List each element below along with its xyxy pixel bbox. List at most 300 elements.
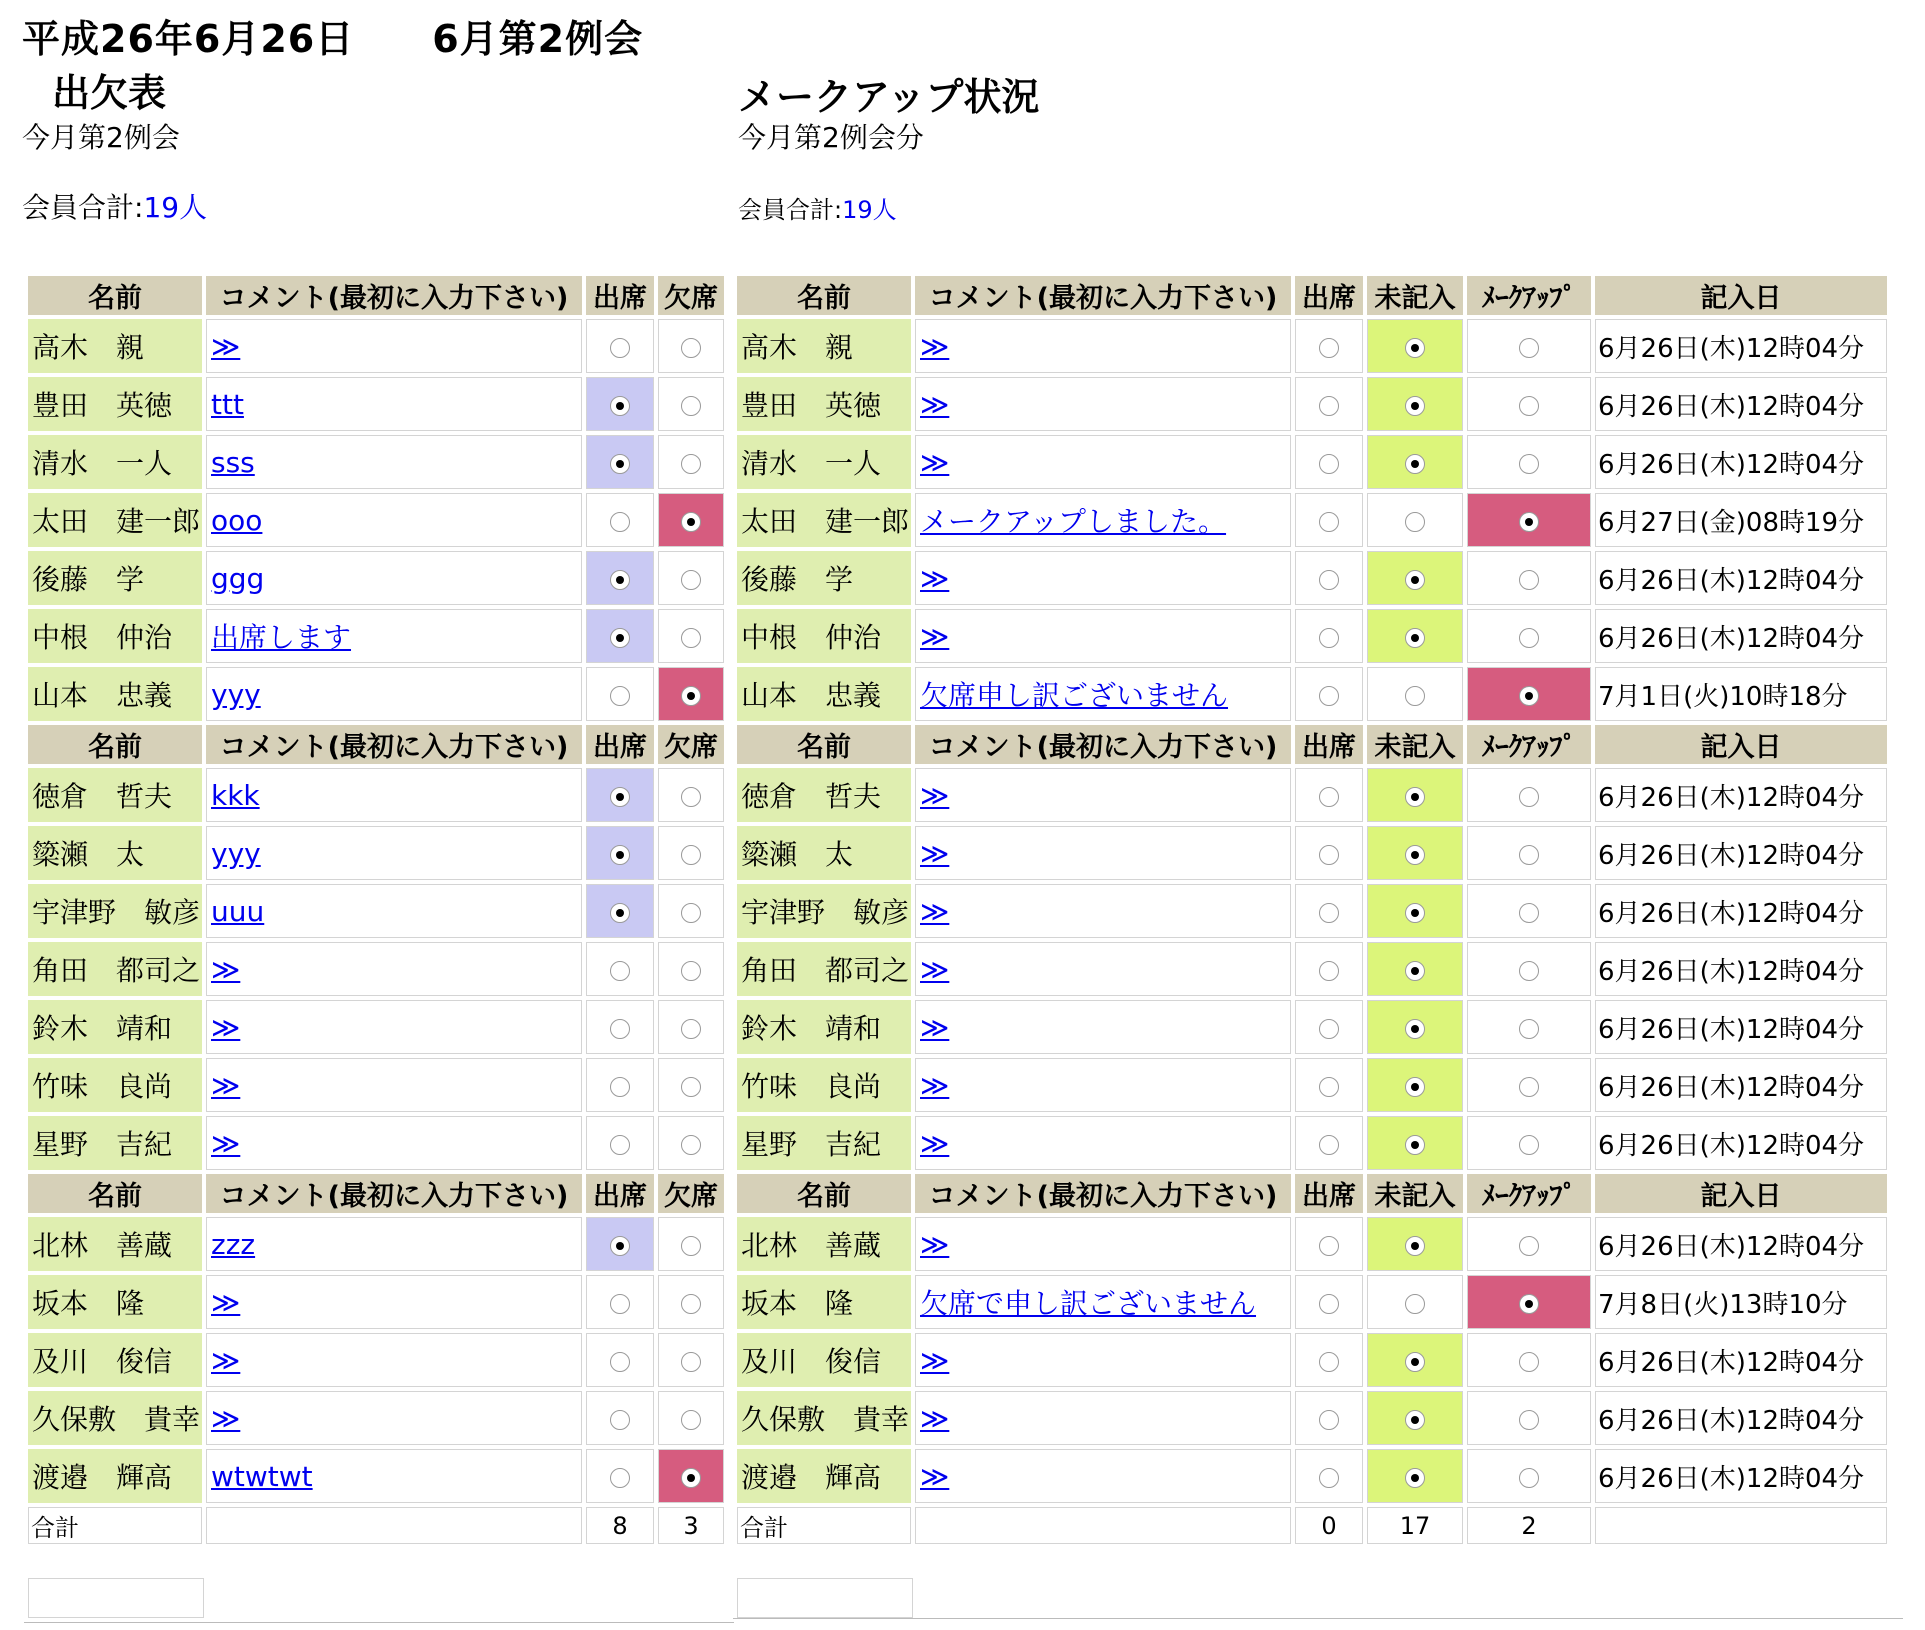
- absent-cell: [658, 667, 724, 721]
- present-radio[interactable]: [1319, 396, 1339, 416]
- comment-link[interactable]: ≫: [211, 952, 241, 986]
- present-radio[interactable]: [610, 628, 630, 648]
- absent-radio[interactable]: [681, 1294, 701, 1314]
- makeup-cell: [1467, 1058, 1591, 1112]
- comment-link[interactable]: ≫: [211, 1343, 241, 1377]
- column-header: ﾒｰｸｱｯﾌﾟ: [1467, 276, 1591, 315]
- unfilled-cell: [1367, 1116, 1463, 1170]
- makeup-radio[interactable]: [1519, 512, 1539, 532]
- absent-radio[interactable]: [681, 686, 701, 706]
- comment-cell: [206, 1391, 582, 1445]
- present-radio[interactable]: [610, 396, 630, 416]
- makeup-member-total: [738, 190, 897, 225]
- entry-date: 6月26日(木)12時04分: [1595, 1333, 1887, 1387]
- present-radio[interactable]: [1319, 686, 1339, 706]
- table-row: [28, 1058, 724, 1112]
- comment-link[interactable]: ≫: [920, 329, 950, 363]
- column-header: 出席: [1295, 725, 1363, 764]
- present-radio[interactable]: [610, 570, 630, 590]
- makeup-radio[interactable]: [1519, 1410, 1539, 1430]
- present-radio[interactable]: [1319, 1352, 1339, 1372]
- present-radio[interactable]: [610, 1352, 630, 1372]
- present-radio[interactable]: [1319, 628, 1339, 648]
- present-radio[interactable]: [1319, 1236, 1339, 1256]
- column-header: ﾒｰｸｱｯﾌﾟ: [1467, 725, 1591, 764]
- absent-cell: [658, 1217, 724, 1271]
- comment-link[interactable]: kkk: [211, 778, 260, 812]
- comment-cell: [915, 377, 1291, 431]
- comment-cell: [915, 826, 1291, 880]
- table-row: [28, 942, 724, 996]
- member-name: 宇津野 敏彦: [737, 884, 911, 938]
- present-radio[interactable]: [1319, 961, 1339, 981]
- column-header: 名前: [737, 725, 911, 764]
- unfilled-cell: [1367, 319, 1463, 373]
- unfilled-radio[interactable]: [1405, 1352, 1425, 1372]
- comment-link[interactable]: 欠席で申し訳ございません: [920, 1287, 1257, 1320]
- present-cell: [1295, 884, 1363, 938]
- member-name: 久保敷 貴幸: [737, 1391, 911, 1445]
- absent-cell: [658, 377, 724, 431]
- unfilled-cell: [1367, 1333, 1463, 1387]
- member-name: 高木 親: [28, 319, 202, 373]
- makeup-radio[interactable]: [1519, 1019, 1539, 1039]
- unfilled-radio[interactable]: [1405, 686, 1425, 706]
- member-name: 坂本 隆: [737, 1275, 911, 1329]
- comment-link[interactable]: ≫: [920, 1010, 950, 1044]
- makeup-radio[interactable]: [1519, 787, 1539, 807]
- absent-radio[interactable]: [681, 961, 701, 981]
- present-radio[interactable]: [610, 686, 630, 706]
- absent-radio[interactable]: [681, 1410, 701, 1430]
- table-row: [737, 319, 1887, 373]
- present-radio[interactable]: [610, 845, 630, 865]
- unfilled-radio[interactable]: [1405, 1077, 1425, 1097]
- present-radio[interactable]: [610, 338, 630, 358]
- comment-link[interactable]: ≫: [211, 1401, 241, 1435]
- entry-date: 7月1日(火)10時18分: [1595, 667, 1887, 721]
- makeup-total-label: 会員合計:: [738, 196, 843, 224]
- total-label: 合計: [28, 1507, 202, 1544]
- comment-link[interactable]: ooo: [211, 503, 263, 537]
- present-cell: [1295, 377, 1363, 431]
- comment-link[interactable]: ≫: [920, 387, 950, 421]
- member-name: 清水 一人: [28, 435, 202, 489]
- page-title: 平成26年6月26日 6月第2例会: [22, 17, 644, 61]
- present-radio[interactable]: [610, 1077, 630, 1097]
- present-cell: [1295, 1391, 1363, 1445]
- comment-link[interactable]: wtwtwt: [211, 1459, 313, 1493]
- absent-radio[interactable]: [681, 1236, 701, 1256]
- makeup-cell: [1467, 1275, 1591, 1329]
- comment-link[interactable]: ≫: [920, 1459, 950, 1493]
- column-header: 未記入: [1367, 725, 1463, 764]
- comment-link[interactable]: ≫: [211, 1010, 241, 1044]
- absent-cell: [658, 435, 724, 489]
- present-radio[interactable]: [1319, 903, 1339, 923]
- comment-cell: [915, 609, 1291, 663]
- comment-cell: [915, 1058, 1291, 1112]
- unfilled-radio[interactable]: [1405, 903, 1425, 923]
- present-radio[interactable]: [610, 1019, 630, 1039]
- member-name: 豊田 英徳: [737, 377, 911, 431]
- table-row: [737, 942, 1887, 996]
- makeup-cell: [1467, 1116, 1591, 1170]
- present-cell: [586, 377, 654, 431]
- makeup-cell: [1467, 768, 1591, 822]
- comment-cell: [206, 1217, 582, 1271]
- absent-cell: [658, 768, 724, 822]
- table-row: [737, 377, 1887, 431]
- makeup-cell: [1467, 1391, 1591, 1445]
- column-header: 名前: [737, 1174, 911, 1213]
- comment-link[interactable]: 欠席申し訳ございません: [920, 679, 1229, 712]
- unfilled-radio[interactable]: [1405, 454, 1425, 474]
- unfilled-radio[interactable]: [1405, 1019, 1425, 1039]
- column-header: 出席: [586, 1174, 654, 1213]
- present-radio[interactable]: [610, 1236, 630, 1256]
- comment-link[interactable]: ≫: [920, 1126, 950, 1160]
- comment-link[interactable]: ≫: [920, 778, 950, 812]
- column-header: 名前: [28, 725, 202, 764]
- member-name: 高木 親: [737, 319, 911, 373]
- present-cell: [1295, 1058, 1363, 1112]
- unfilled-radio[interactable]: [1405, 1410, 1425, 1430]
- entry-date: 6月26日(木)12時04分: [1595, 1058, 1887, 1112]
- comment-cell: [206, 884, 582, 938]
- attendance-member-total: [22, 186, 207, 226]
- absent-radio[interactable]: [681, 396, 701, 416]
- absent-cell: [658, 1449, 724, 1503]
- absent-cell: [658, 884, 724, 938]
- comment-link[interactable]: ≫: [920, 952, 950, 986]
- makeup-radio[interactable]: [1519, 903, 1539, 923]
- unfilled-cell: [1367, 826, 1463, 880]
- makeup-radio[interactable]: [1519, 1077, 1539, 1097]
- column-header: ﾒｰｸｱｯﾌﾟ: [1467, 1174, 1591, 1213]
- comment-link[interactable]: yyy: [211, 677, 261, 711]
- total-blank: [1595, 1507, 1887, 1544]
- member-name: 久保敷 貴幸: [28, 1391, 202, 1445]
- table-row: [28, 1391, 724, 1445]
- member-name: 鈴木 靖和: [737, 1000, 911, 1054]
- total-blank: [206, 1507, 582, 1544]
- present-radio[interactable]: [610, 787, 630, 807]
- table-row: [28, 609, 724, 663]
- present-radio[interactable]: [1319, 1468, 1339, 1488]
- comment-link[interactable]: ttt: [211, 387, 244, 421]
- present-radio[interactable]: [1319, 570, 1339, 590]
- makeup-radio[interactable]: [1519, 1352, 1539, 1372]
- makeup-cell: [1467, 1449, 1591, 1503]
- comment-link[interactable]: ≫: [211, 329, 241, 363]
- absent-radio[interactable]: [681, 628, 701, 648]
- present-radio[interactable]: [1319, 1294, 1339, 1314]
- entry-date: 6月26日(木)12時04分: [1595, 1000, 1887, 1054]
- unfilled-radio[interactable]: [1405, 961, 1425, 981]
- table-row: [737, 435, 1887, 489]
- makeup-radio[interactable]: [1519, 338, 1539, 358]
- absent-radio[interactable]: [681, 1352, 701, 1372]
- present-radio[interactable]: [1319, 1077, 1339, 1097]
- column-header: 記入日: [1595, 276, 1887, 315]
- makeup-total-value: 19人: [842, 196, 897, 224]
- unfilled-radio[interactable]: [1405, 570, 1425, 590]
- comment-link[interactable]: ≫: [211, 1068, 241, 1102]
- makeup-radio[interactable]: [1519, 1468, 1539, 1488]
- column-header: コメント(最初に入力下さい): [206, 725, 582, 764]
- absent-radio[interactable]: [681, 1135, 701, 1155]
- absent-cell: [658, 609, 724, 663]
- absent-cell: [658, 1333, 724, 1387]
- absent-cell: [658, 1000, 724, 1054]
- makeup-footer-box: [737, 1578, 913, 1618]
- comment-cell: [915, 551, 1291, 605]
- comment-link[interactable]: ≫: [920, 561, 950, 595]
- comment-cell: [915, 1275, 1291, 1329]
- unfilled-radio[interactable]: [1405, 512, 1425, 532]
- makeup-subtitle: 今月第2例会分: [738, 121, 924, 154]
- entry-date: 6月26日(木)12時04分: [1595, 942, 1887, 996]
- total-count: 17: [1367, 1507, 1463, 1544]
- table-row: [737, 1000, 1887, 1054]
- comment-cell: [206, 1333, 582, 1387]
- member-name: 清水 一人: [737, 435, 911, 489]
- comment-link[interactable]: ≫: [920, 1068, 950, 1102]
- absent-radio[interactable]: [681, 570, 701, 590]
- total-count: 2: [1467, 1507, 1591, 1544]
- comment-link[interactable]: メークアップしました。: [920, 505, 1227, 538]
- present-cell: [586, 1449, 654, 1503]
- makeup-radio[interactable]: [1519, 1294, 1539, 1314]
- makeup-header-row: [737, 1174, 1887, 1213]
- comment-link[interactable]: uuu: [211, 894, 265, 928]
- comment-link[interactable]: zzz: [211, 1227, 256, 1261]
- table-row: [28, 1449, 724, 1503]
- table-row: [28, 435, 724, 489]
- column-header: コメント(最初に入力下さい): [206, 276, 582, 315]
- absent-radio[interactable]: [681, 1468, 701, 1488]
- comment-cell: [206, 319, 582, 373]
- entry-date: 6月26日(木)12時04分: [1595, 1116, 1887, 1170]
- present-radio[interactable]: [1319, 845, 1339, 865]
- makeup-radio[interactable]: [1519, 396, 1539, 416]
- column-header: 未記入: [1367, 276, 1463, 315]
- unfilled-radio[interactable]: [1405, 396, 1425, 416]
- comment-cell: [915, 1000, 1291, 1054]
- present-radio[interactable]: [610, 454, 630, 474]
- unfilled-radio[interactable]: [1405, 1294, 1425, 1314]
- present-radio[interactable]: [1319, 338, 1339, 358]
- absent-radio[interactable]: [681, 338, 701, 358]
- total-count: 0: [1295, 1507, 1363, 1544]
- comment-link[interactable]: ≫: [920, 619, 950, 653]
- present-cell: [1295, 1000, 1363, 1054]
- comment-link[interactable]: ≫: [211, 1126, 241, 1160]
- entry-date: 6月27日(金)08時19分: [1595, 493, 1887, 547]
- present-radio[interactable]: [1319, 1135, 1339, 1155]
- comment-link[interactable]: ≫: [920, 1343, 950, 1377]
- absent-radio[interactable]: [681, 845, 701, 865]
- present-radio[interactable]: [1319, 787, 1339, 807]
- unfilled-cell: [1367, 1000, 1463, 1054]
- column-header: コメント(最初に入力下さい): [915, 1174, 1291, 1213]
- table-row: [28, 667, 724, 721]
- absent-cell: [658, 826, 724, 880]
- member-name: 山本 忠義: [737, 667, 911, 721]
- comment-link[interactable]: ≫: [920, 1401, 950, 1435]
- present-radio[interactable]: [1319, 454, 1339, 474]
- present-cell: [1295, 826, 1363, 880]
- makeup-radio[interactable]: [1519, 628, 1539, 648]
- member-name: 星野 吉紀: [737, 1116, 911, 1170]
- comment-link[interactable]: sss: [211, 445, 255, 479]
- entry-date: 6月26日(木)12時04分: [1595, 319, 1887, 373]
- makeup-radio[interactable]: [1519, 1135, 1539, 1155]
- present-radio[interactable]: [610, 1135, 630, 1155]
- present-cell: [586, 319, 654, 373]
- unfilled-radio[interactable]: [1405, 1468, 1425, 1488]
- comment-cell: [206, 942, 582, 996]
- comment-cell: [206, 826, 582, 880]
- comment-link[interactable]: ≫: [920, 836, 950, 870]
- comment-cell: [206, 609, 582, 663]
- member-name: 北林 善蔵: [28, 1217, 202, 1271]
- present-cell: [1295, 551, 1363, 605]
- present-radio[interactable]: [1319, 1410, 1339, 1430]
- column-header: 出席: [586, 725, 654, 764]
- comment-link[interactable]: 出席します: [211, 621, 352, 654]
- absent-radio[interactable]: [681, 903, 701, 923]
- table-row: [28, 319, 724, 373]
- present-cell: [586, 609, 654, 663]
- unfilled-cell: [1367, 884, 1463, 938]
- unfilled-cell: [1367, 1058, 1463, 1112]
- makeup-cell: [1467, 1333, 1591, 1387]
- present-radio[interactable]: [610, 961, 630, 981]
- table-row: [28, 377, 724, 431]
- member-name: 星野 吉紀: [28, 1116, 202, 1170]
- column-header: 出席: [586, 276, 654, 315]
- makeup-radio[interactable]: [1519, 961, 1539, 981]
- table-row: [737, 768, 1887, 822]
- present-cell: [586, 1391, 654, 1445]
- absent-cell: [658, 551, 724, 605]
- present-cell: [586, 1333, 654, 1387]
- column-header: 未記入: [1367, 1174, 1463, 1213]
- absent-cell: [658, 493, 724, 547]
- makeup-radio[interactable]: [1519, 845, 1539, 865]
- makeup-radio[interactable]: [1519, 570, 1539, 590]
- present-radio[interactable]: [1319, 1019, 1339, 1039]
- table-row: [737, 1275, 1887, 1329]
- member-name: 豊田 英徳: [28, 377, 202, 431]
- comment-cell: [915, 942, 1291, 996]
- present-cell: [1295, 1217, 1363, 1271]
- table-row: [28, 884, 724, 938]
- makeup-radio[interactable]: [1519, 1236, 1539, 1256]
- comment-cell: [206, 1449, 582, 1503]
- present-cell: [586, 942, 654, 996]
- total-blank: [915, 1507, 1291, 1544]
- unfilled-cell: [1367, 768, 1463, 822]
- present-cell: [1295, 493, 1363, 547]
- member-name: 後藤 学: [737, 551, 911, 605]
- unfilled-cell: [1367, 1217, 1463, 1271]
- table-row: [28, 826, 724, 880]
- present-cell: [586, 884, 654, 938]
- present-radio[interactable]: [610, 1410, 630, 1430]
- unfilled-radio[interactable]: [1405, 845, 1425, 865]
- makeup-header-row: [737, 725, 1887, 764]
- comment-link[interactable]: ≫: [920, 445, 950, 479]
- comment-link[interactable]: yyy: [211, 836, 261, 870]
- present-radio[interactable]: [610, 512, 630, 532]
- present-radio[interactable]: [1319, 512, 1339, 532]
- table-row: [737, 493, 1887, 547]
- entry-date: 6月26日(木)12時04分: [1595, 551, 1887, 605]
- makeup-cell: [1467, 942, 1591, 996]
- table-row: [737, 551, 1887, 605]
- present-radio[interactable]: [610, 1294, 630, 1314]
- comment-link[interactable]: ≫: [211, 1285, 241, 1319]
- comment-link[interactable]: ≫: [920, 1227, 950, 1261]
- present-radio[interactable]: [610, 1468, 630, 1488]
- table-row: [737, 884, 1887, 938]
- absent-radio[interactable]: [681, 1019, 701, 1039]
- entry-date: 6月26日(木)12時04分: [1595, 609, 1887, 663]
- table-row: [737, 1116, 1887, 1170]
- absent-cell: [658, 1391, 724, 1445]
- comment-link[interactable]: ggg: [211, 561, 265, 595]
- comment-cell: [915, 1217, 1291, 1271]
- unfilled-radio[interactable]: [1405, 1236, 1425, 1256]
- table-row: [737, 1058, 1887, 1112]
- unfilled-radio[interactable]: [1405, 1135, 1425, 1155]
- attendance-header-row: [28, 1174, 724, 1213]
- entry-date: 6月26日(木)12時04分: [1595, 377, 1887, 431]
- unfilled-radio[interactable]: [1405, 338, 1425, 358]
- comment-cell: [915, 1391, 1291, 1445]
- member-name: 中根 仲治: [737, 609, 911, 663]
- member-name: 竹味 良尚: [28, 1058, 202, 1112]
- unfilled-radio[interactable]: [1405, 787, 1425, 807]
- table-row: [737, 1391, 1887, 1445]
- present-radio[interactable]: [610, 903, 630, 923]
- table-row: [28, 1275, 724, 1329]
- comment-cell: [206, 1116, 582, 1170]
- present-cell: [586, 551, 654, 605]
- makeup-radio[interactable]: [1519, 686, 1539, 706]
- present-cell: [586, 1058, 654, 1112]
- absent-radio[interactable]: [681, 512, 701, 532]
- makeup-radio[interactable]: [1519, 454, 1539, 474]
- column-header: コメント(最初に入力下さい): [206, 1174, 582, 1213]
- table-row: [737, 826, 1887, 880]
- present-cell: [586, 435, 654, 489]
- absent-radio[interactable]: [681, 454, 701, 474]
- unfilled-radio[interactable]: [1405, 628, 1425, 648]
- absent-radio[interactable]: [681, 787, 701, 807]
- comment-cell: [915, 1449, 1291, 1503]
- comment-cell: [915, 435, 1291, 489]
- comment-link[interactable]: ≫: [920, 894, 950, 928]
- unfilled-cell: [1367, 667, 1463, 721]
- absent-radio[interactable]: [681, 1077, 701, 1097]
- table-row: [28, 1217, 724, 1271]
- unfilled-cell: [1367, 1275, 1463, 1329]
- member-name: 太田 建一郎: [737, 493, 911, 547]
